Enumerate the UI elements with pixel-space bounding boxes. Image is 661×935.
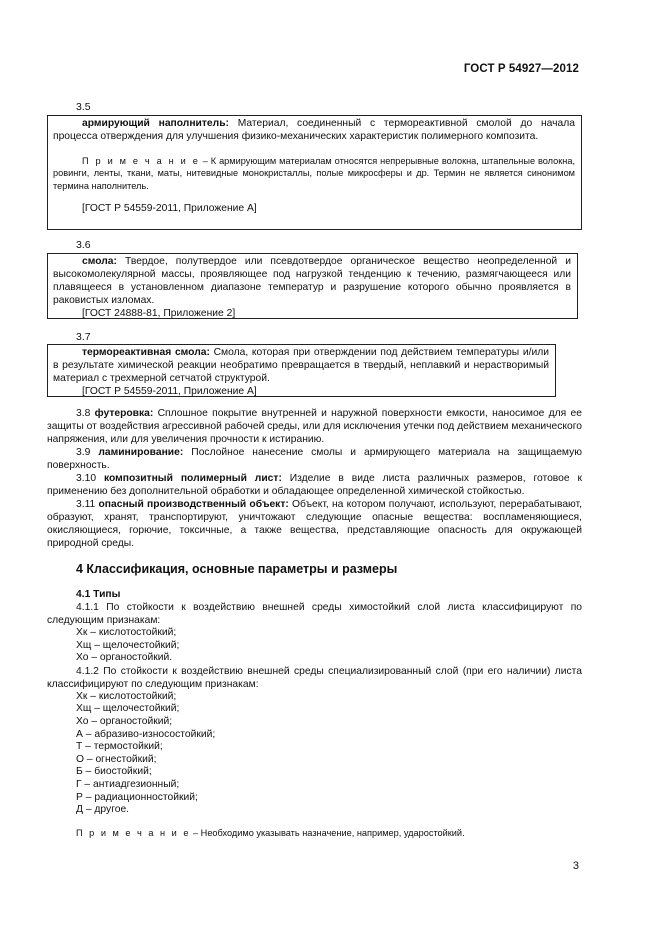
list-item: Хщ – щелочестойкий; [76,703,180,715]
list-item: Хо – органостойкий; [76,715,173,727]
list-item: Хк – кислотостойкий; [76,690,177,702]
definition-source: [ГОСТ Р 54559-2011, Приложение А] [82,203,257,215]
definition-box-3-7 [47,344,556,397]
list-item: Б – биостойкий; [76,766,152,778]
list-item: Р – радиационностойкий; [76,791,198,803]
section-4-body [47,588,582,839]
definition-3-10: 3.10 композитный полимерный лист: Изделие в виде листа различных размеров, готовое к применению без дополнительной обработки и обладающее определенной химической стойкостью. [47,473,582,497]
definition-box-3-6 [47,253,578,319]
definition-number: 3.5 [76,101,91,113]
list-item: Г – антиадгезионный; [76,778,180,790]
definitions-list [47,407,582,550]
list-item: А – абразиво-износостойкий; [76,728,216,740]
list-item: О – огнестойкий; [76,753,157,765]
definition-box-3-5 [47,115,582,230]
definition-number: 3.7 [76,331,91,343]
note-label: П р и м е ч а н и е [82,156,200,166]
list-item: Т – термостойкий; [76,741,163,753]
paragraph-4-1-2: 4.1.2 По стойкости к воздействию внешней среды специализированный слой (при его наличии) листа классифицируют по следующим признакам: [47,665,582,690]
list-item: Д – другое. [76,804,130,816]
paragraph-4-1-1: 4.1.1 По стойкости к воздействию внешней среды химостойкий слой листа классифицируют по следующим признакам: [47,602,582,626]
definition-term: термореактивная смола: [82,347,210,358]
document-header: ГОСТ Р 54927—2012 [463,63,579,75]
definition-text: термореактивная смола: Смола, которая при отверждении под действием температуры и/или в результате химической реакции необратимо превращается в твердый, неплавкий и нерастворимый материал с трехмерной сетчатой структурой. [53,347,549,384]
section-note: П р и м е ч а н и е – Необходимо указывать назначение, например, ударостойкий. [76,827,465,838]
subsection-title: 4.1 Типы [76,589,121,600]
list-item: Хо – органостойкий. [76,652,173,664]
definition-3-8: 3.8 футеровка: Сплошное покрытие внутренней и наружной поверхности емкости, наносимое для ее защиты от воздействия агрессивной рабочей среды, или для исключения утечки под действием механического напряжения, или для увеличения прочности к истиранию. [47,408,582,445]
list-item: Хщ – щелочестойкий; [76,639,180,651]
definition-text: армирующий наполнитель: Материал, соединенный с термореактивной смолой до начала процесса отверждения для улучшения физико-механических характеристик полимерного композита. [53,118,575,142]
definition-number: 3.6 [76,239,91,251]
definition-note: П р и м е ч а н и е – К армирующим материалам относятся непрерывные волокна, штапельные волокна, ровинги, ленты, ткани, маты, нитевидные монокристаллы, полые микросферы и др. Термин не является синонимом термина наполнитель. [53,156,575,191]
definition-3-11: 3.11 опасный производственный объект: Объект, на котором получают, используют, перерабатывают, образуют, хранят, транспортируют, уничтожают следующие опасные вещества: воспламеняющиеся, окисляющиеся, горючие, токсичные, а также вещества, представляющие опасность для окружающей природной среды. [47,499,582,549]
definition-term: смола: [82,256,117,267]
definition-source: [ГОСТ 24888-81, Приложение 2] [82,308,236,319]
list-item: Хк – кислотостойкий; [76,627,177,638]
definition-3-9: 3.9 ламинирование: Послойное нанесение смолы и армирующего материала на защищаемую поверхность. [47,447,582,471]
note-label: П р и м е ч а н и е [76,827,191,838]
definition-source: [ГОСТ Р 54559-2011, Приложение А] [82,386,257,397]
section-title: 4 Классификация, основные параметры и размеры [76,562,398,576]
page-number: 3 [572,860,579,872]
definition-text: смола: Твердое, полутвердое или псевдотвердое органическое вещество неопределенной и высокомолекулярной массы, проявляющее под нагрузкой тенденцию к течению, размягчающееся или плавящееся в установленном диапазоне температур и разрушение которого обычно проявляется в раковистых изломах. [53,256,571,306]
definition-term: армирующий наполнитель: [82,118,229,129]
